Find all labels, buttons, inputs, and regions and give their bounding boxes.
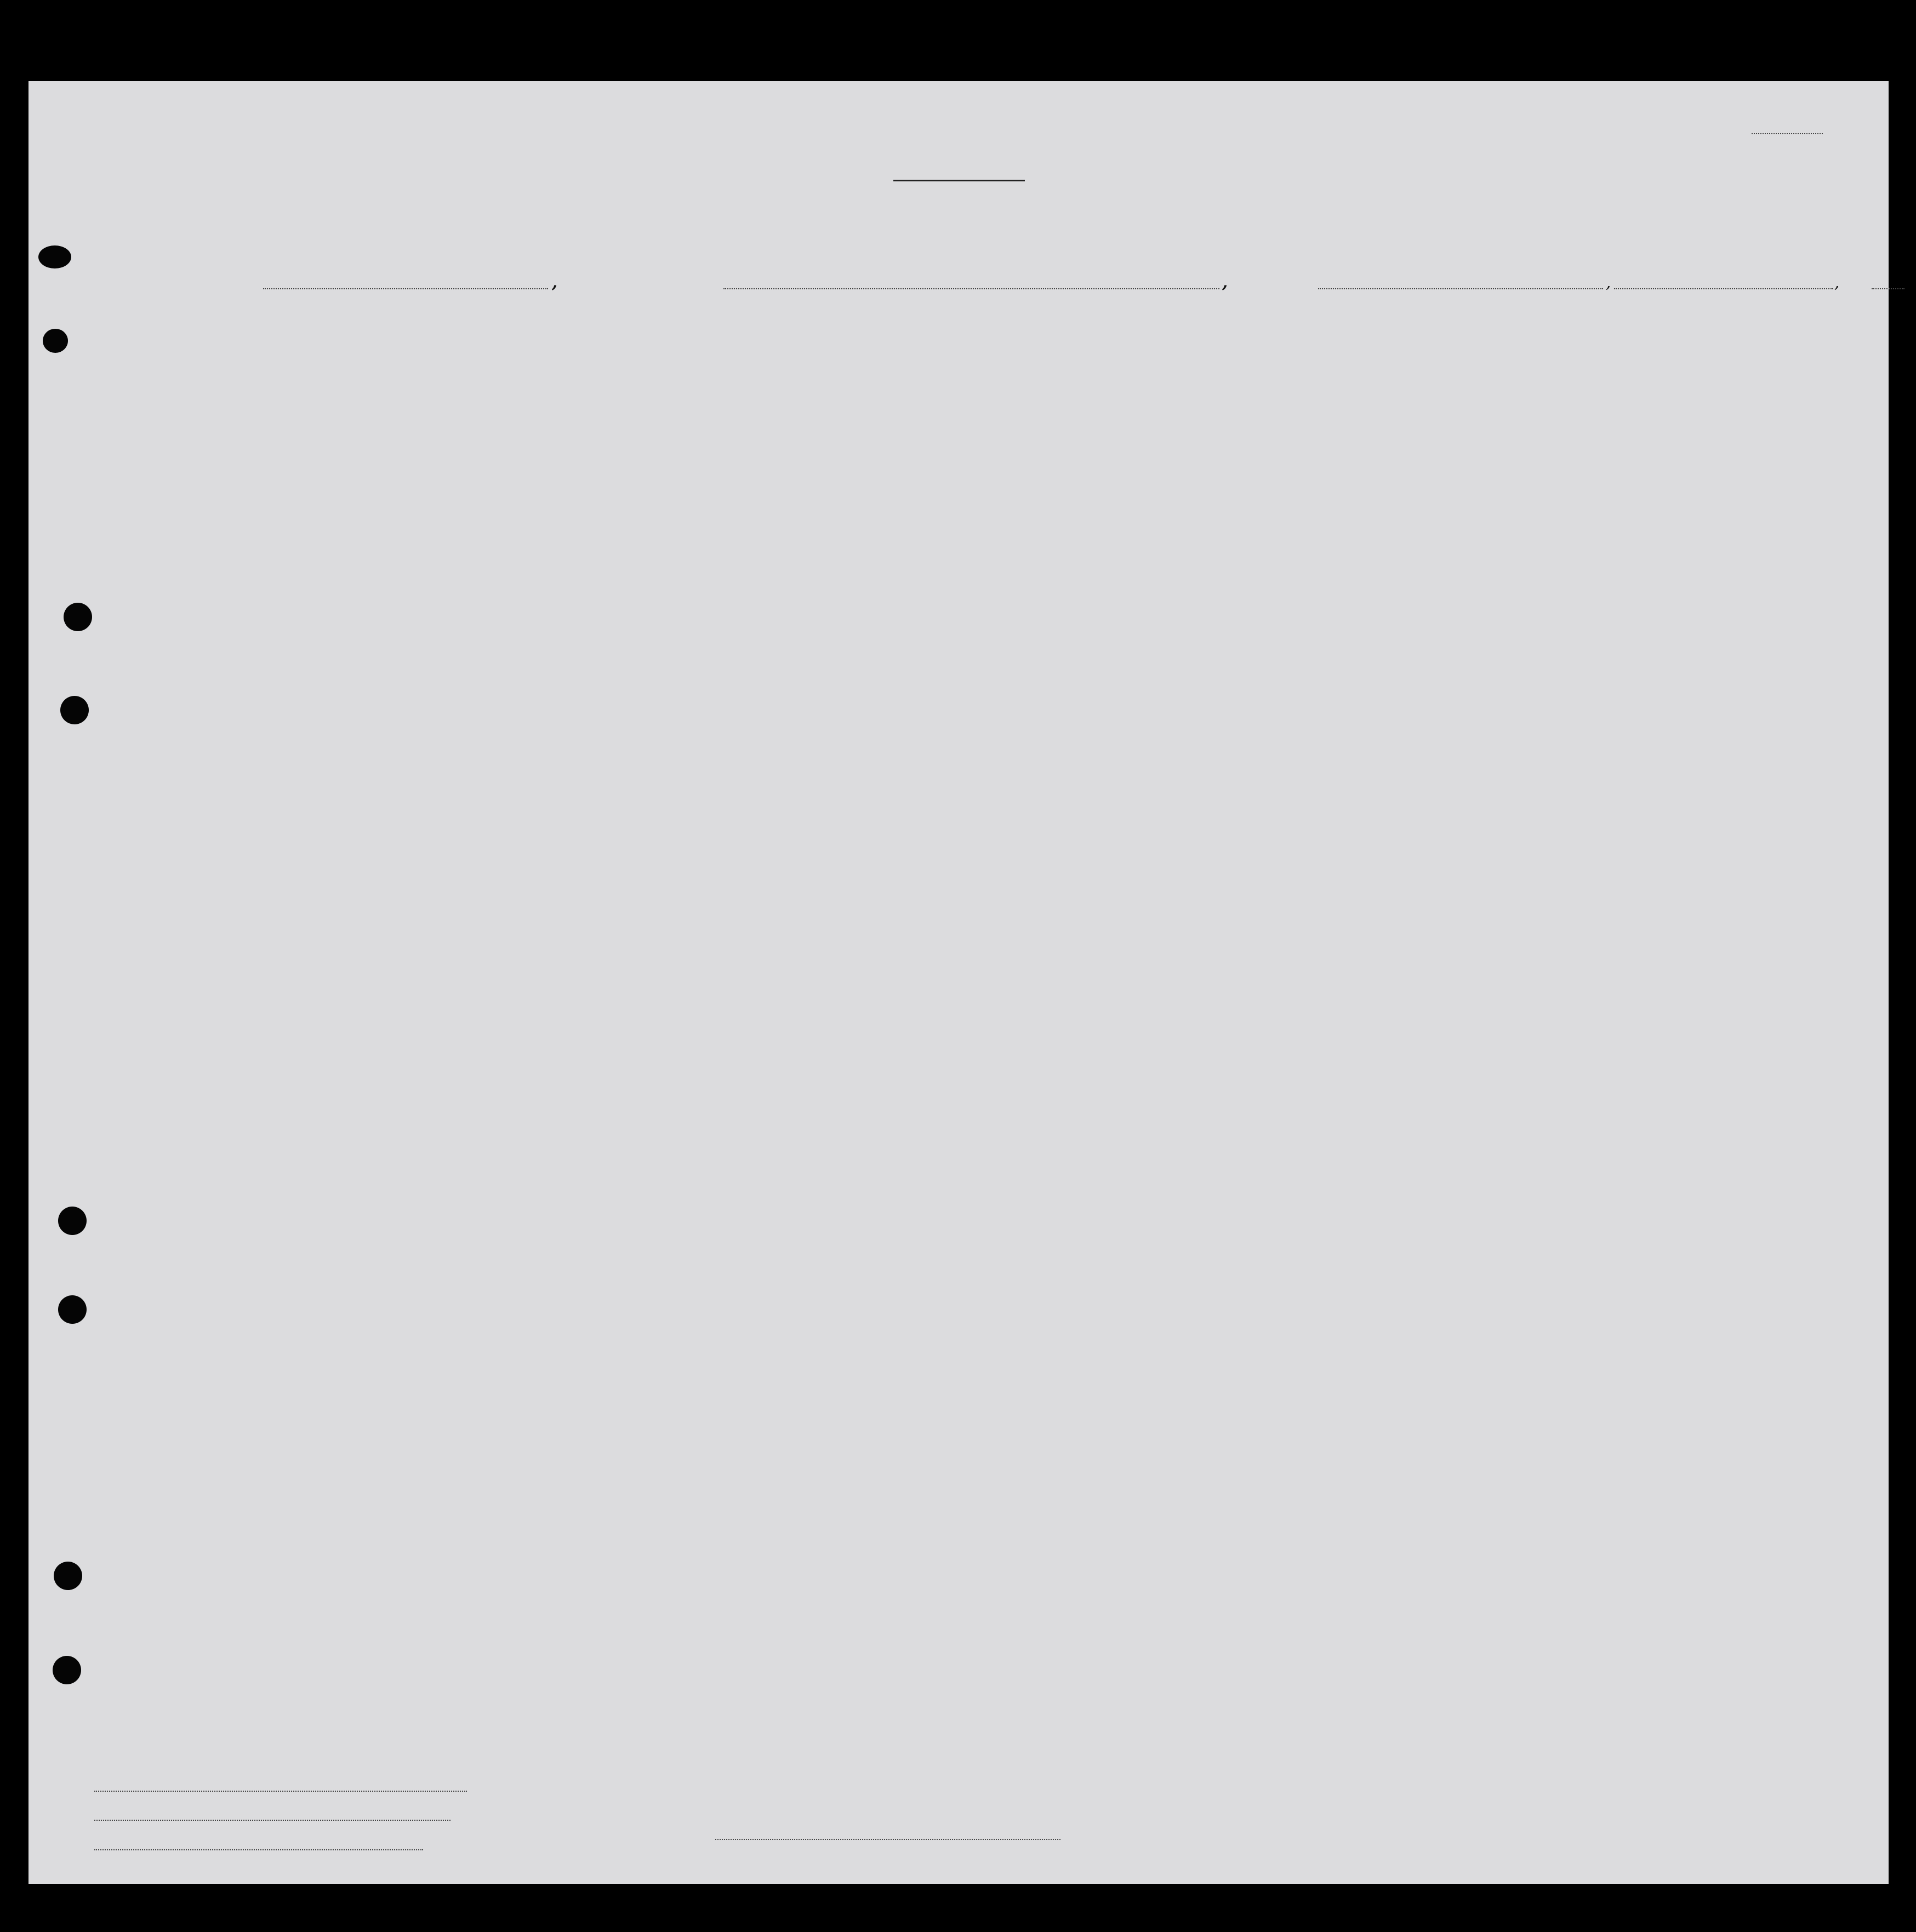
- vessel-line: , , , ,: [211, 268, 1767, 301]
- arriving-label: ,: [1222, 273, 1228, 291]
- owners-field: [94, 1810, 511, 1824]
- local-agents-field: [94, 1839, 511, 1853]
- sailing-label: ,: [552, 273, 558, 291]
- line-field: [94, 1781, 511, 1794]
- inspector-signature-line: [715, 1825, 1060, 1840]
